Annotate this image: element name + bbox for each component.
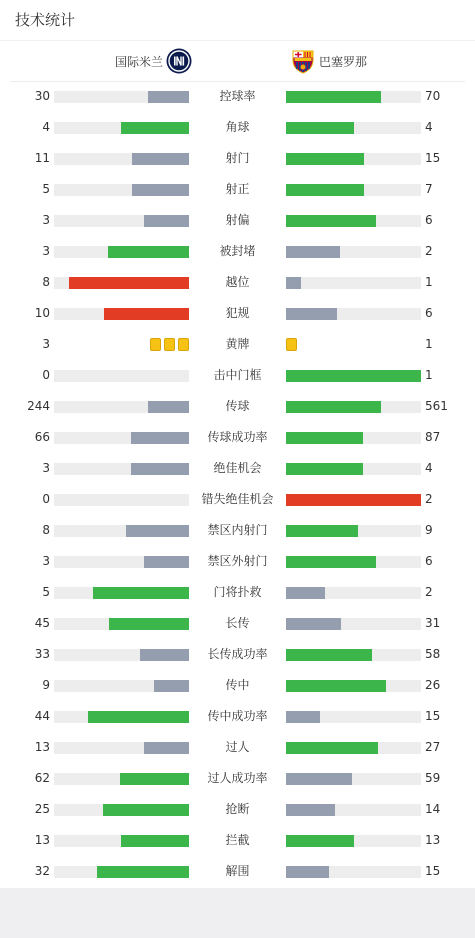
away-yellow-cards — [286, 338, 297, 351]
away-bar — [286, 432, 363, 444]
home-bar — [88, 711, 189, 723]
stat-row — [0, 732, 475, 763]
away-value: 6 — [425, 306, 433, 320]
away-bar-track — [286, 246, 421, 258]
away-bar — [286, 711, 320, 723]
away-value: 13 — [425, 833, 441, 847]
away-value: 6 — [425, 554, 433, 568]
away-bar-track — [286, 680, 421, 692]
away-bar — [286, 494, 421, 506]
stat-row — [0, 360, 475, 391]
home-bar — [103, 804, 189, 816]
home-value: 13 — [34, 833, 50, 847]
home-bar-track — [54, 742, 189, 754]
home-bar — [120, 773, 189, 785]
away-value: 6 — [425, 213, 433, 227]
away-value: 27 — [425, 740, 441, 754]
home-bar — [121, 122, 189, 134]
stat-row — [0, 577, 475, 608]
stat-label: 被封堵 — [219, 244, 256, 258]
stat-label: 解围 — [225, 864, 250, 878]
away-bar — [286, 525, 358, 537]
stat-row — [0, 856, 475, 887]
stat-label: 控球率 — [219, 89, 256, 103]
stat-row — [0, 143, 475, 174]
home-value: 13 — [34, 740, 50, 754]
stat-label: 长传 — [225, 616, 250, 630]
away-bar — [286, 153, 364, 165]
away-bar-track — [286, 494, 421, 506]
stat-row — [0, 329, 475, 360]
stat-row — [0, 453, 475, 484]
away-value: 70 — [425, 89, 441, 103]
home-value: 32 — [34, 864, 50, 878]
stat-row — [0, 422, 475, 453]
home-value: 44 — [34, 709, 50, 723]
home-bar-track — [54, 308, 189, 320]
home-value: 25 — [34, 802, 50, 816]
stat-row — [0, 236, 475, 267]
stat-label: 角球 — [225, 120, 250, 134]
home-value: 3 — [42, 337, 50, 351]
stat-row — [0, 546, 475, 577]
stat-row — [0, 267, 475, 298]
away-bar — [286, 649, 372, 661]
away-bar-track — [286, 525, 421, 537]
stat-label: 越位 — [225, 275, 250, 289]
home-bar — [132, 184, 189, 196]
away-bar — [286, 308, 337, 320]
away-bar-track — [286, 773, 421, 785]
away-bar-track — [286, 835, 421, 847]
away-value: 9 — [425, 523, 433, 537]
away-bar-track — [286, 401, 421, 413]
home-bar — [97, 866, 189, 878]
away-bar-track — [286, 711, 421, 723]
home-bar — [154, 680, 189, 692]
barcelona-crest-icon — [290, 48, 316, 74]
home-bar — [144, 556, 189, 568]
away-value: 7 — [425, 182, 433, 196]
yellow-card-icon — [286, 338, 297, 351]
away-bar — [286, 246, 340, 258]
home-bar — [148, 401, 189, 413]
away-bar — [286, 866, 329, 878]
stat-row — [0, 608, 475, 639]
home-bar-track — [54, 773, 189, 785]
home-value: 8 — [42, 275, 50, 289]
stat-label: 拦截 — [225, 833, 250, 847]
home-yellow-cards — [150, 338, 189, 351]
stat-row — [0, 484, 475, 515]
away-value: 561 — [425, 399, 448, 413]
away-value: 15 — [425, 709, 441, 723]
home-value: 0 — [42, 492, 50, 506]
stat-row — [0, 391, 475, 422]
away-value: 15 — [425, 151, 441, 165]
stat-row — [0, 298, 475, 329]
stat-label: 绝佳机会 — [213, 461, 262, 475]
away-bar — [286, 742, 378, 754]
stat-label: 犯规 — [225, 306, 250, 320]
home-value: 11 — [34, 151, 50, 165]
away-value: 2 — [425, 244, 433, 258]
home-bar-track — [54, 370, 189, 382]
home-value: 33 — [34, 647, 50, 661]
home-bar-track — [54, 432, 189, 444]
away-bar — [286, 773, 352, 785]
home-bar — [121, 835, 189, 847]
home-bar — [109, 618, 189, 630]
away-value: 2 — [425, 585, 433, 599]
home-bar-track — [54, 463, 189, 475]
stat-row — [0, 825, 475, 856]
home-team[interactable] — [115, 48, 192, 74]
away-bar-track — [286, 587, 421, 599]
away-bar-track — [286, 556, 421, 568]
home-bar-track — [54, 556, 189, 568]
home-value: 0 — [42, 368, 50, 382]
away-bar — [286, 618, 341, 630]
home-bar — [131, 463, 189, 475]
away-value: 26 — [425, 678, 441, 692]
away-value: 31 — [425, 616, 441, 630]
home-value: 30 — [34, 89, 50, 103]
stat-row — [0, 670, 475, 701]
away-team-name: 巴塞罗那 — [319, 54, 368, 69]
home-bar-track — [54, 711, 189, 723]
home-value: 3 — [42, 461, 50, 475]
home-value: 45 — [34, 616, 50, 630]
stat-row — [0, 639, 475, 670]
home-bar-track — [54, 215, 189, 227]
home-value: 66 — [34, 430, 50, 444]
home-bar — [131, 432, 189, 444]
away-value: 15 — [425, 864, 441, 878]
stat-label: 击中门框 — [213, 368, 262, 382]
away-bar — [286, 215, 376, 227]
away-value: 58 — [425, 647, 441, 661]
home-bar — [93, 587, 189, 599]
stat-label: 传中 — [225, 678, 250, 692]
stat-row — [0, 515, 475, 546]
stat-label: 传球 — [225, 399, 250, 413]
stat-label: 禁区内射门 — [207, 523, 268, 537]
home-bar-track — [54, 153, 189, 165]
away-value: 1 — [425, 275, 433, 289]
away-value: 2 — [425, 492, 433, 506]
away-bar — [286, 370, 421, 382]
away-value: 1 — [425, 368, 433, 382]
home-value: 9 — [42, 678, 50, 692]
away-bar-track — [286, 432, 421, 444]
home-value: 3 — [42, 244, 50, 258]
away-value: 4 — [425, 120, 433, 134]
away-bar-track — [286, 370, 421, 382]
away-bar — [286, 277, 301, 289]
away-bar — [286, 184, 364, 196]
home-value: 62 — [34, 771, 50, 785]
home-bar — [132, 153, 189, 165]
home-bar-track — [54, 649, 189, 661]
home-bar — [104, 308, 189, 320]
away-bar-track — [286, 184, 421, 196]
away-bar-track — [286, 866, 421, 878]
away-bar — [286, 587, 325, 599]
home-bar — [144, 742, 189, 754]
stat-row — [0, 81, 475, 112]
home-bar-track — [54, 277, 189, 289]
stat-label: 射正 — [225, 182, 250, 196]
home-bar — [69, 277, 189, 289]
stat-label: 过人成功率 — [207, 771, 268, 785]
yellow-card-icon — [150, 338, 161, 351]
away-bar-track — [286, 618, 421, 630]
away-bar — [286, 122, 354, 134]
home-bar-track — [54, 494, 189, 506]
home-bar-track — [54, 122, 189, 134]
home-value: 244 — [27, 399, 50, 413]
stat-row — [0, 174, 475, 205]
stat-label: 禁区外射门 — [207, 554, 268, 568]
away-bar-track — [286, 277, 421, 289]
home-value: 5 — [42, 585, 50, 599]
stat-label: 抢断 — [225, 802, 250, 816]
home-bar-track — [54, 401, 189, 413]
home-bar — [108, 246, 189, 258]
home-value: 8 — [42, 523, 50, 537]
away-bar — [286, 835, 354, 847]
home-bar-track — [54, 835, 189, 847]
stat-label: 门将扑救 — [213, 585, 262, 599]
away-bar-track — [286, 153, 421, 165]
stat-row — [0, 701, 475, 732]
away-bar — [286, 804, 335, 816]
home-bar-track — [54, 184, 189, 196]
home-bar-track — [54, 618, 189, 630]
away-value: 14 — [425, 802, 441, 816]
yellow-card-icon — [178, 338, 189, 351]
stat-label: 错失绝佳机会 — [201, 492, 274, 506]
home-bar-track — [54, 866, 189, 878]
away-value: 87 — [425, 430, 441, 444]
away-bar-track — [286, 308, 421, 320]
away-bar — [286, 680, 386, 692]
away-bar-track — [286, 215, 421, 227]
home-bar-track — [54, 525, 189, 537]
stat-label: 黄牌 — [225, 337, 250, 351]
page-title: 技术统计 — [15, 11, 76, 29]
away-bar-track — [286, 122, 421, 134]
away-bar-track — [286, 91, 421, 103]
stat-label: 长传成功率 — [207, 647, 268, 661]
home-team-name: 国际米兰 — [115, 54, 164, 69]
away-bar-track — [286, 804, 421, 816]
away-value: 1 — [425, 337, 433, 351]
away-bar — [286, 556, 376, 568]
away-bar-track — [286, 742, 421, 754]
home-value: 3 — [42, 554, 50, 568]
title-divider — [0, 40, 475, 41]
away-value: 4 — [425, 461, 433, 475]
stat-label: 射门 — [225, 151, 250, 165]
stat-row — [0, 763, 475, 794]
home-value: 5 — [42, 182, 50, 196]
home-bar — [144, 215, 189, 227]
stat-label: 过人 — [225, 740, 250, 754]
yellow-card-icon — [164, 338, 175, 351]
away-value: 59 — [425, 771, 441, 785]
stat-row — [0, 794, 475, 825]
stat-label: 传球成功率 — [207, 430, 268, 444]
stat-row — [0, 205, 475, 236]
away-bar-track — [286, 649, 421, 661]
home-bar — [148, 91, 189, 103]
home-bar-track — [54, 587, 189, 599]
inter-crest-icon — [166, 48, 192, 74]
away-bar — [286, 463, 363, 475]
away-team[interactable] — [290, 48, 367, 74]
stat-label: 射偏 — [225, 213, 250, 227]
home-bar-track — [54, 246, 189, 258]
home-bar-track — [54, 91, 189, 103]
away-bar — [286, 91, 381, 103]
home-bar-track — [54, 804, 189, 816]
home-value: 4 — [42, 120, 50, 134]
home-bar — [140, 649, 189, 661]
home-bar-track — [54, 680, 189, 692]
home-value: 3 — [42, 213, 50, 227]
home-bar — [126, 525, 189, 537]
away-bar-track — [286, 463, 421, 475]
away-bar — [286, 401, 381, 413]
home-value: 10 — [34, 306, 50, 320]
stat-row — [0, 112, 475, 143]
stat-label: 传中成功率 — [207, 709, 268, 723]
